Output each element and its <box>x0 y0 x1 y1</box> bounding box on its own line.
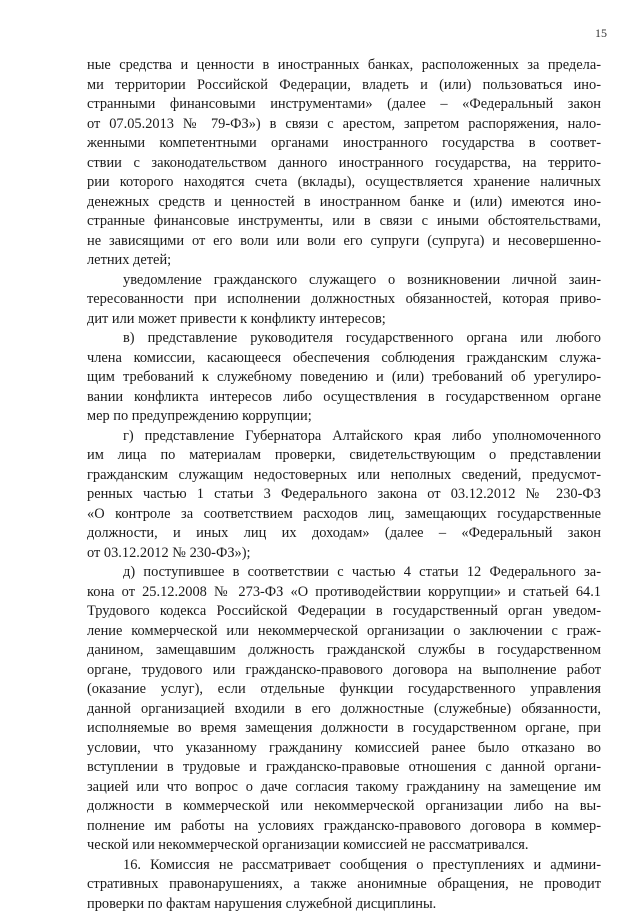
text-line: ми территории Российской Федерации, владеть и (или) пользоваться ино- <box>87 76 601 96</box>
text-line: ческой или некоммерческой организации комиссией не рассматривался. <box>87 836 601 856</box>
text-line: должности в коммерческой или некоммерческой организации либо на вы- <box>87 797 601 817</box>
document-body <box>87 56 601 914</box>
text-line: данной организацией входили в его должностные (служебные) обязанности, <box>87 700 601 720</box>
text-line: условии, что указанному гражданину комиссией ранее было отказано во <box>87 739 601 759</box>
text-line: ствии с законодательством данного иностранного государства, на террито- <box>87 154 601 174</box>
text-line: ренных частью 1 статьи 3 Федерального закона от 03.12.2012 № 230-ФЗ <box>87 485 601 505</box>
text-line: странными финансовыми инструментами» (далее – «Федеральный закон <box>87 95 601 115</box>
text-line: от 07.05.2013 № 79-ФЗ») в связи с арестом, запретом распоряжения, нало- <box>87 115 601 135</box>
text-line: (оказание услуг), если отдельные функции государственного управления <box>87 680 601 700</box>
text-line: зацией или что вопрос о даче согласия такому гражданину на замещение им <box>87 778 601 798</box>
paragraph <box>87 427 601 564</box>
paragraph <box>87 56 601 271</box>
text-line: летних детей; <box>87 251 601 271</box>
text-line: данином, замещавшим должность гражданской службы в государственном <box>87 641 601 661</box>
text-line: «О контроле за соответствием расходов лиц, замещающих государственные <box>87 505 601 525</box>
text-line: гражданским служащим недостоверных или неполных сведений, предусмот- <box>87 466 601 486</box>
text-line: Трудового кодекса Российской Федерации в государственный орган уведом- <box>87 602 601 622</box>
paragraph <box>87 563 601 856</box>
text-line: исполняемые во время замещения должности в государственном органе, при <box>87 719 601 739</box>
text-line: денежных средств и ценностей в иностранном банке и (или) имеются ино- <box>87 193 601 213</box>
text-line: не зависящими от его воли или воли его супруги (супруга) и несовершенно- <box>87 232 601 252</box>
paragraph <box>87 329 601 427</box>
text-line: вступлении в трудовые и гражданско-правовые отношения с данной органи- <box>87 758 601 778</box>
text-line: г) представление Губернатора Алтайского края либо уполномоченного <box>87 427 601 447</box>
text-line: рии которого находятся счета (вклады), осуществляется хранение наличных <box>87 173 601 193</box>
text-line: женными компетентными органами иностранного государства в соответ- <box>87 134 601 154</box>
text-line: ление коммерческой или некоммерческой организации о заключении с граж- <box>87 622 601 642</box>
text-line: им лица по материалам проверки, свидетельствующим о представлении <box>87 446 601 466</box>
text-line: странные финансовые инструменты, или в связи с иными обстоятельствами, <box>87 212 601 232</box>
text-line: члена комиссии, касающееся обеспечения соблюдения гражданским служа- <box>87 349 601 369</box>
page-number: 15 <box>595 26 607 41</box>
text-line: тересованности при исполнении должностных обязанностей, которая приво- <box>87 290 601 310</box>
paragraph <box>87 856 601 914</box>
text-line: должности, и иных лиц их доходам» (далее – «Федеральный закон <box>87 524 601 544</box>
text-line: уведомление гражданского служащего о возникновении личной заин- <box>87 271 601 291</box>
text-line: вании конфликта интересов либо осуществления в государственном органе <box>87 388 601 408</box>
text-line: д) поступившее в соответствии с частью 4 статьи 12 Федерального за- <box>87 563 601 583</box>
text-line: в) представление руководителя государственного органа или любого <box>87 329 601 349</box>
text-line: органе, трудового или гражданско-правового договора на выполнение работ <box>87 661 601 681</box>
text-line: от 03.12.2012 № 230-ФЗ»); <box>87 544 601 564</box>
text-line: полнение им работы на условиях гражданско-правового договора в коммер- <box>87 817 601 837</box>
text-line: мер по предупреждению коррупции; <box>87 407 601 427</box>
text-line: щим требований к служебному поведению и (или) требований об урегулиро- <box>87 368 601 388</box>
text-line: 16. Комиссия не рассматривает сообщения о преступлениях и админи- <box>87 856 601 876</box>
paragraph <box>87 271 601 330</box>
text-line: кона от 25.12.2008 № 273-ФЗ «О противодействии коррупции» и статьей 64.1 <box>87 583 601 603</box>
text-line: стративных правонарушениях, а также анонимные обращения, не проводит <box>87 875 601 895</box>
text-line: дит или может привести к конфликту интересов; <box>87 310 601 330</box>
text-line: проверки по фактам нарушения служебной дисциплины. <box>87 895 601 914</box>
text-line: ные средства и ценности в иностранных банках, расположенных за предела- <box>87 56 601 76</box>
